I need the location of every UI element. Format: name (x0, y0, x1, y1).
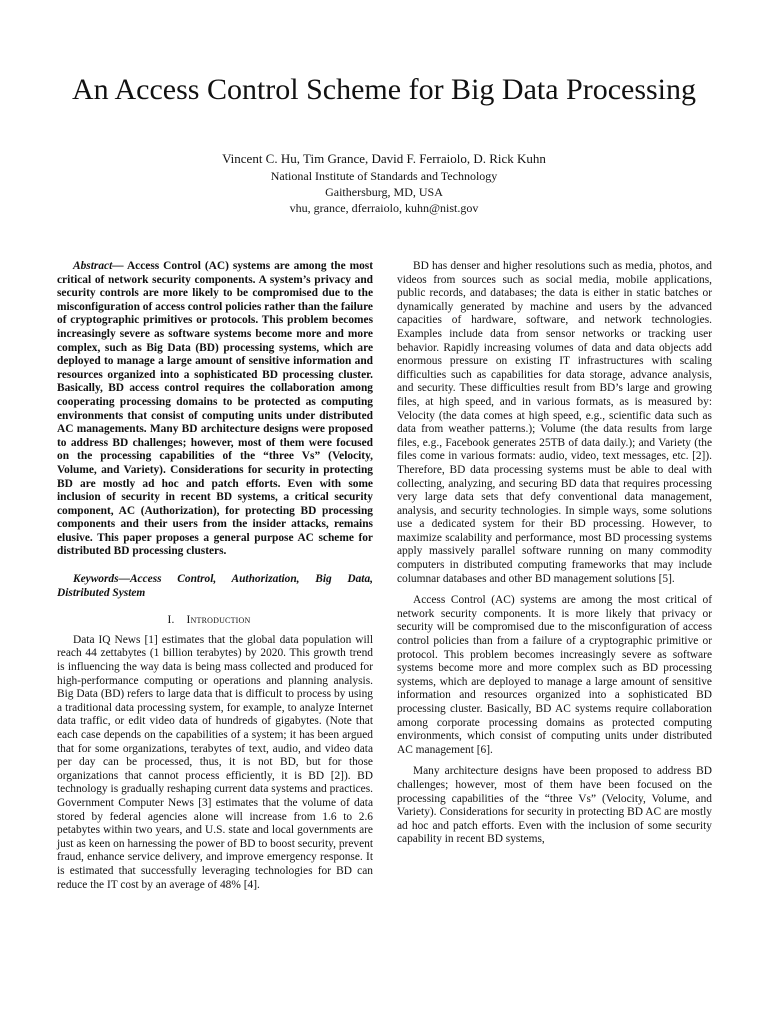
author-list: Vincent C. Hu, Tim Grance, David F. Ferraiolo, D. Rick Kuhn (222, 151, 546, 166)
affiliation-block (0, 168, 768, 216)
paper-title: An Access Control Scheme for Big Data Processing (71, 73, 697, 106)
abstract-text: Access Control (AC) systems are among the most critical of network security components. A system’s privacy and security controls are more likely to be compromised due to the misconfiguration of access control policies rather than the failure of cryptographic primitives or protocols. This problem becomes increasingly severe as software systems become more and more complex, such as Big Data (BD) processing systems, which are deployed to manage a large amount of sensitive information and resources organized into a sophisticated BD processing cluster. Basically, BD access control requires the collaboration among cooperating processing domains to be protected as computing environments that consist of computing units under distributed AC managements. Many BD architecture designs were proposed to address BD challenges; however, most of them were focused on the processing capabilities of the “three Vs” (Velocity, Volume, and Variety). Considerations for security in protecting BD are mostly ad hoc and patch efforts. Even with some inclusion of security in recent BD systems, a critical security component, AC (Authorization), for protecting BD processing components and their users from the insider attacks, remains elusive. This paper proposes a general purpose AC scheme for distributed BD processing clusters. (57, 260, 373, 558)
section-number: I. (167, 614, 175, 627)
keywords: Keywords—Access Control, Authorization, Big Data, Distributed System (57, 573, 373, 599)
left-column (57, 260, 373, 892)
right-column (397, 260, 712, 847)
abstract (57, 260, 373, 559)
abstract-label: Abstract— (73, 260, 124, 272)
section-title: Introduction (186, 614, 251, 627)
section-heading-introduction (57, 614, 373, 628)
body-paragraph: Access Control (AC) systems are among the most critical of network security components. It is more likely that privacy or security will be compromised due to the misconfiguration of access control policies than from a failure of a cryptographic primitive or protocol. This problem becomes increasingly severe as software systems become more and more complex such as BD processing systems, which are deployed to manage a large amount of sensitive information and resources organized into a sophisticated BD processing cluster. Basically, BD AC systems require collaboration among corporate processing domains as protected computing environments, which consist of computing units under distributed AC management [6]. (397, 594, 712, 756)
intro-paragraph: Data IQ News [1] estimates that the global data population will reach 44 zettabytes (1 billion terabytes) by 2020. This growth trend is influencing the way data is being mass collected and produced for high-performance computing or operations and planning analysis. Big Data (BD) refers to large data that is difficult to process by using a traditional data processing system, for example, to analyze Internet data traffic, or edit video data of hundreds of gigabytes. (Note that each case depends on the capabilities of a system; it has been argued that for some organizations, terabytes of text, audio, and video data per day can be processed, thus, it is not BD, but for those organizations that cannot process efficiently, it is BD [2]). BD technology is gradually reshaping current data systems and practices. Government Computer News [3] estimates that the volume of data stored by federal agencies alone will increase from 1.6 to 2.6 petabytes within two years, and U.S. state and local governments are just as keen on harnessing the power of BD to boost security, prevent fraud, enhance service delivery, and improve emergency response. It is estimated that successfully leveraging technologies for BD can reduce the IT cost by an average of 48% [4]. (57, 633, 373, 891)
body-paragraph: Many architecture designs have been proposed to address BD challenges; however, most of them have been focused on the processing capabilities of the “three Vs” (Velocity, Volume, and Variety). Considerations for security in protecting BD AC are mostly ad hoc and patch efforts. Even with the inclusion of some security capability in recent BD systems, (397, 765, 712, 846)
institution-location: Gaithersburg, MD, USA (325, 185, 443, 199)
author-emails: vhu, grance, dferraiolo, kuhn@nist.gov (289, 201, 479, 215)
body-paragraph: BD has denser and higher resolutions such as media, photos, and videos from sources such as social media, mobile applications, public records, and databases; the data is either in static batches or dynamically generated by machine and users by the advanced capacities of hardware, software, and network technologies. Examples include data from sensor networks or tracking user behavior. Rapidly increasing volumes of data and data objects add enormous pressure on existing IT infrastructures with scaling difficulties such as capabilities for data storage, advance analysis, and security. These difficulties result from BD’s large and growing files, at high speed, and in various formats, as is measured by: Velocity (the data comes at high speed, e.g., scientific data such as data from weather patterns.); Volume (the data results from large files, e.g., Facebook generates 25TB of data daily.); and Variety (the files come in various formats: audio, video, text messages, etc. [2]). Therefore, BD data processing systems must be able to deal with collecting, analyzing, and securing BD data that requires processing very large data sets that defy conventional data management, analysis, and security technologies. In simple ways, some solutions use a dedicated system for their BD processing. However, to maximize scalability and performance, most BD processing systems apply massively parallel software running on many commodity computers in distributed computing frameworks that may include columnar databases and other BD management solutions [5]. (397, 260, 712, 585)
institution: National Institute of Standards and Technology (270, 169, 498, 183)
